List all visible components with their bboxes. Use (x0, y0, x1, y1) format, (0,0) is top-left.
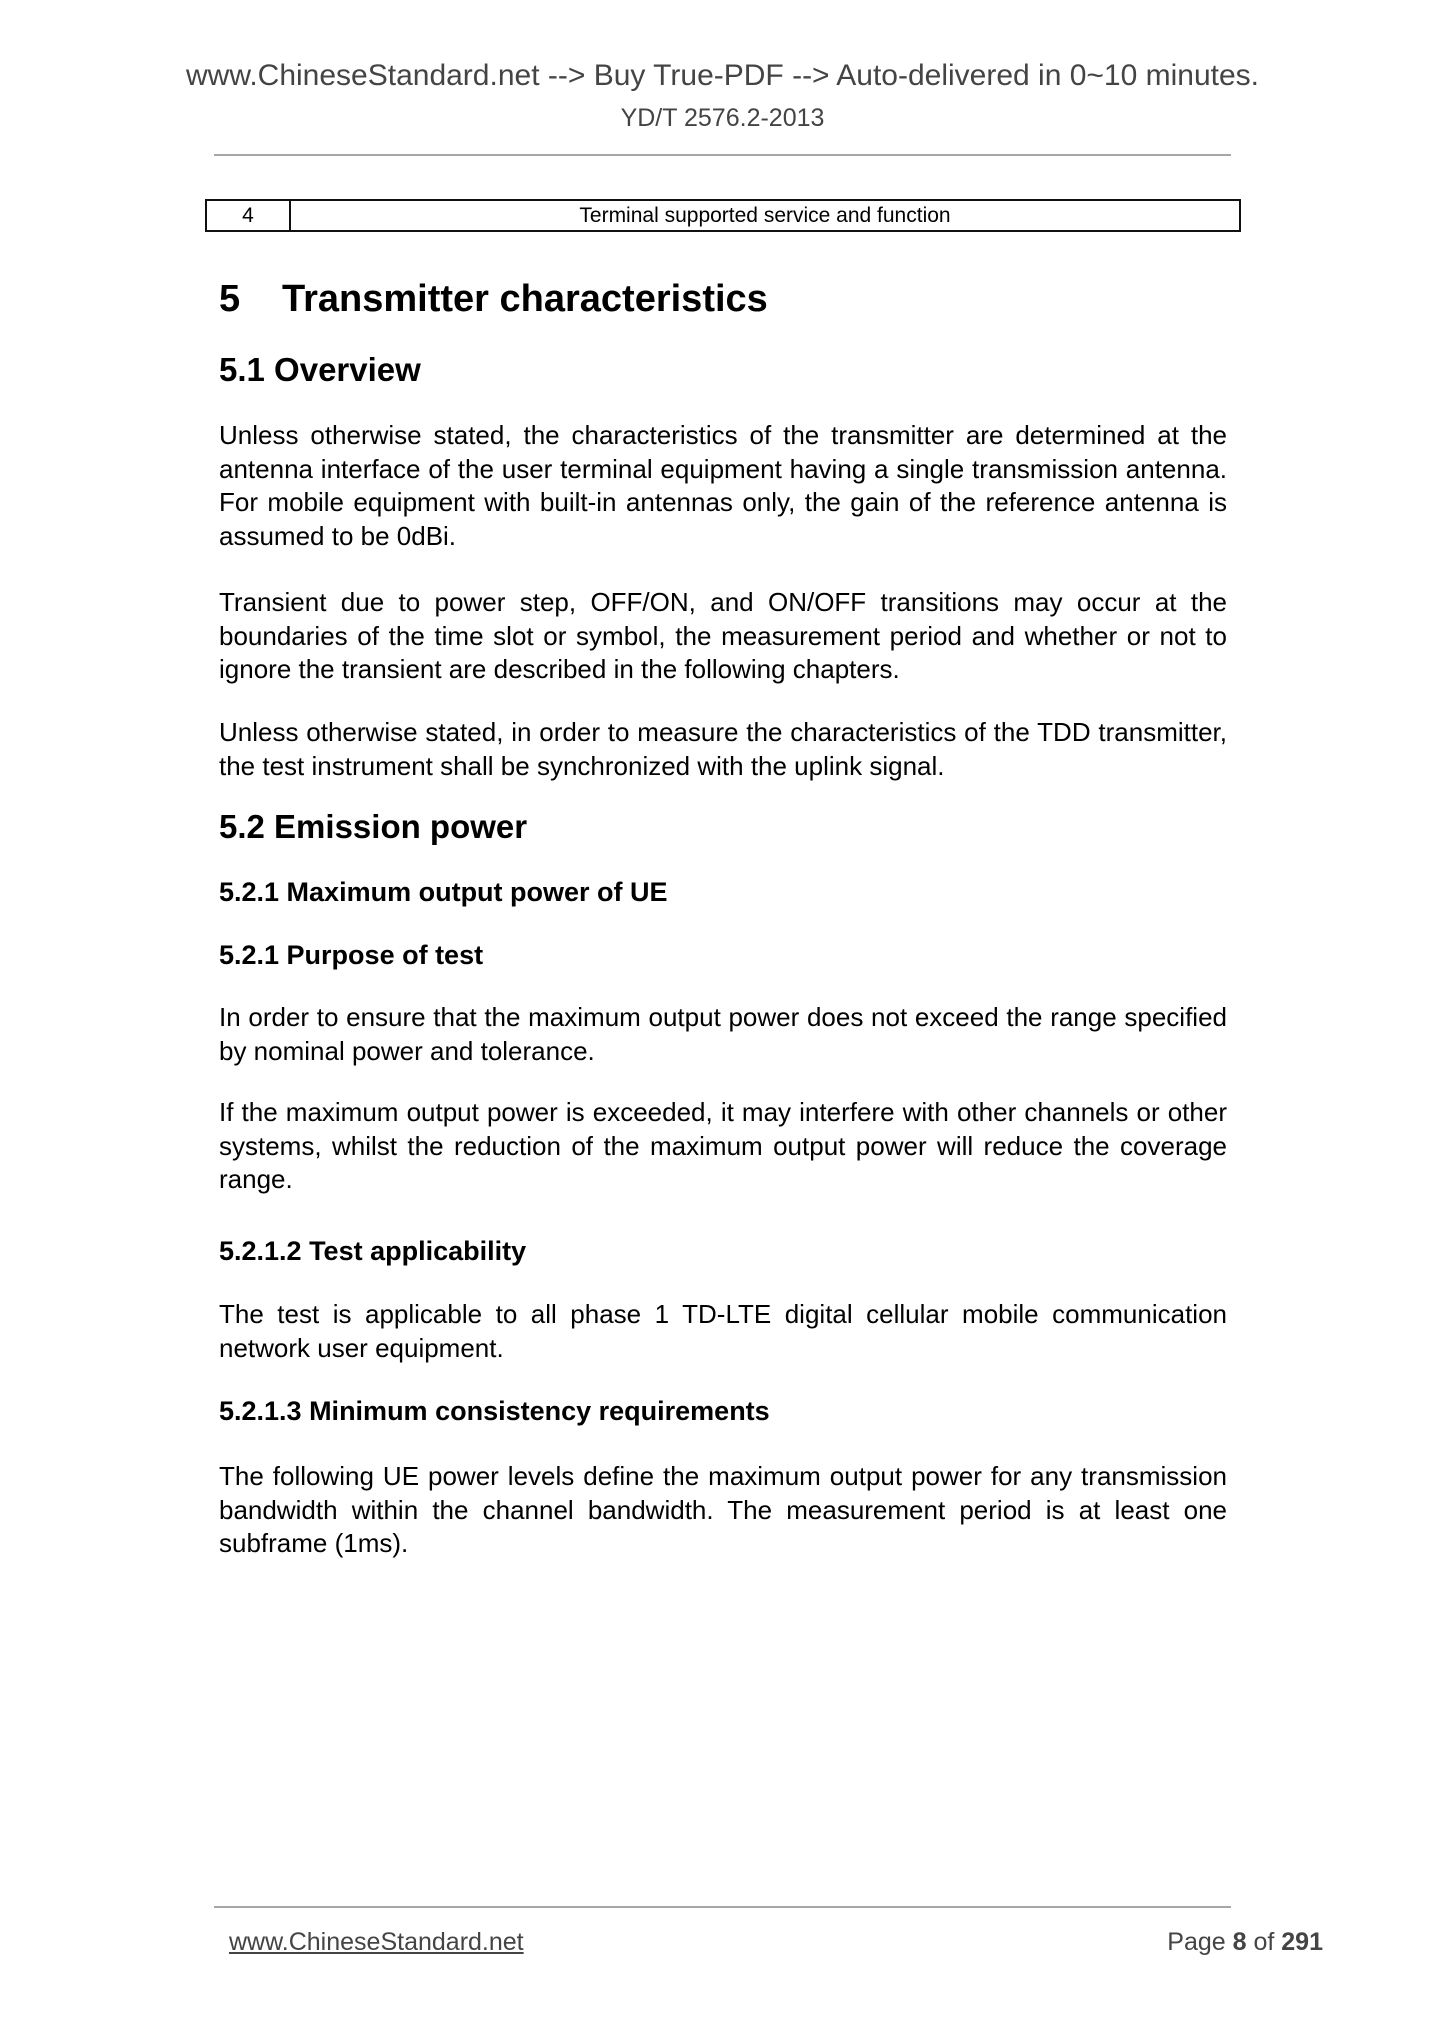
overview-paragraph-2: Transient due to power step, OFF/ON, and ON/OFF transitions may occur at the boundaries of the time slot or symbol, the measurement period and whether or not to ignore the transient are described in the following chapters. (219, 587, 1227, 684)
toc-row-title: Terminal supported service and function (579, 204, 951, 227)
minimum-requirements-paragraph: The following UE power levels define the maximum output power for any transmission bandwidth within the channel bandwidth. The measurement period is at least one subframe (1ms). (219, 1461, 1227, 1558)
toc-row-number: 4 (207, 201, 291, 230)
footer-website-link[interactable]: www.ChineseStandard.net (229, 1928, 524, 1956)
document-code: YD/T 2576.2-2013 (620, 104, 825, 132)
page-current: 8 (1232, 1928, 1247, 1956)
page-total: 291 (1281, 1928, 1323, 1956)
header-banner: www.ChineseStandard.net --> Buy True-PDF --> Auto-delivered in 0~10 minutes. (185, 59, 1260, 92)
purpose-paragraph-1: In order to ensure that the maximum output power does not exceed the range specified by nominal power and tolerance. (219, 1002, 1227, 1066)
toc-table-row (205, 199, 1241, 232)
section-title: Transmitter characteristics (282, 278, 768, 320)
overview-paragraph-3: Unless otherwise stated, in order to measure the characteristics of the TDD transmitter, the test instrument shall be synchronized with the uplink signal. (219, 717, 1227, 781)
section-number: 5 (219, 278, 241, 320)
section-5-1-heading: 5.1 Overview (219, 351, 421, 388)
test-applicability-heading: 5.2.1.2 Test applicability (219, 1236, 527, 1266)
section-5-2-1-heading: 5.2.1 Maximum output power of UE (219, 877, 668, 907)
minimum-requirements-heading: 5.2.1.3 Minimum consistency requirements (219, 1396, 770, 1426)
purpose-of-test-heading: 5.2.1 Purpose of test (219, 940, 484, 970)
footer-divider (214, 1906, 1231, 1908)
section-5-heading (219, 276, 768, 322)
page-prefix: Page (1167, 1928, 1233, 1956)
page-separator: of (1246, 1928, 1282, 1956)
purpose-paragraph-2: If the maximum output power is exceeded, it may interfere with other channels or other systems, whilst the reduction of the maximum output power will reduce the coverage range. (219, 1097, 1227, 1194)
section-5-2-heading: 5.2 Emission power (219, 808, 528, 845)
overview-paragraph-1: Unless otherwise stated, the characteristics of the transmitter are determined at the antenna interface of the user terminal equipment having a single transmission antenna. For mobile equipment with built-in antennas only, the gain of the reference antenna is assumed to be 0dBi. (219, 420, 1227, 551)
header-divider (214, 154, 1231, 156)
test-applicability-paragraph: The test is applicable to all phase 1 TD-LTE digital cellular mobile communication network user equipment. (219, 1299, 1227, 1363)
